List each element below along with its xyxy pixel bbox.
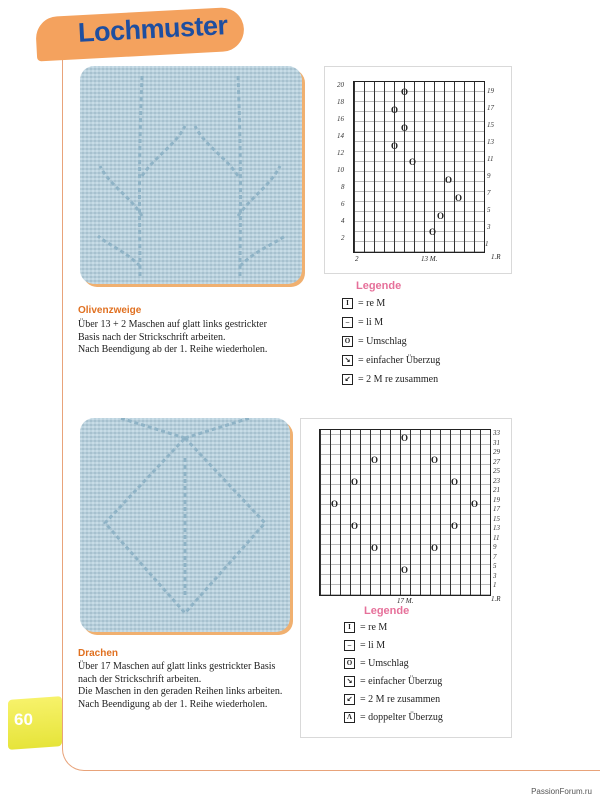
legend-item: – = li M — [344, 640, 385, 651]
chart-box-drachen: O O O O O O O O O O O O 33 31 29 27 25 23 21 19 17 15 13 11 9 7 5 3 1 17 M. 1.R — [300, 418, 512, 738]
chart-width-main: 17 M. — [397, 597, 414, 605]
legend-item: O = Umschlag — [342, 336, 407, 347]
knit-two-together-icon: ↙ — [342, 374, 353, 385]
legend-item: Λ = doppelter Überzug — [344, 712, 443, 723]
legend-item: ↙ = 2 M re zusammen — [342, 374, 438, 385]
purl-stitch-icon: – — [342, 317, 353, 328]
swatch-photo-drachen — [80, 418, 290, 632]
pattern-name: Drachen — [78, 648, 119, 659]
legend-item: O = Umschlag — [344, 658, 409, 669]
legend-item: ↘ = einfacher Überzug — [342, 355, 440, 366]
knit-two-together-icon: ↙ — [344, 694, 355, 705]
page-number: 60 — [14, 710, 33, 729]
pattern-instructions: Über 17 Maschen auf glatt links gestrickter Basis nach der Strickschrift arbeiten. Die Maschen in den geraden Reihen links arbeiten. Nach Beendigung ab der 1. Reihe wiederholen. — [78, 661, 283, 710]
swatch-photo-olivenzweige — [80, 66, 302, 284]
legend-heading: Legende — [356, 280, 402, 292]
diamond-motif-drawing — [80, 418, 290, 632]
page-title: Lochmuster — [77, 10, 229, 48]
chart-width-unit: 1.R — [491, 253, 501, 261]
legend-item: ↙ = 2 M re zusammen — [344, 694, 440, 705]
knit-stitch-icon: I — [342, 298, 353, 309]
leaf-motif-drawing — [80, 66, 302, 284]
watermark: PassionForum.ru — [531, 787, 592, 796]
slip-knit-pass-icon: ↘ — [342, 355, 353, 366]
chart-box-olivenzweige: O O O O O O O O O 20 18 16 14 12 10 8 6 4 2 19 17 15 13 11 9 7 5 3 1 2 13 M. 1.R — [324, 66, 512, 274]
pattern-name: Olivenzweige — [78, 305, 142, 316]
double-decrease-icon: Λ — [344, 712, 355, 723]
purl-stitch-icon: – — [344, 640, 355, 651]
yarn-over-icon: O — [344, 658, 355, 669]
chart-width-main: 13 M. — [421, 255, 438, 263]
legend-item: – = li M — [342, 317, 383, 328]
knit-stitch-icon: I — [344, 622, 355, 633]
chart-width-unit: 1.R — [491, 595, 501, 603]
legend-item: ↘ = einfacher Überzug — [344, 676, 442, 687]
legend-item: I = re M — [344, 622, 387, 633]
legend-item: I = re M — [342, 298, 385, 309]
legend-heading: Legende — [364, 605, 410, 617]
chart-width-left: 2 — [355, 255, 359, 263]
slip-knit-pass-icon: ↘ — [344, 676, 355, 687]
knitting-chart-grid — [353, 81, 485, 253]
yarn-over-icon: O — [342, 336, 353, 347]
pattern-instructions: Über 13 + 2 Maschen auf glatt links gestrickter Basis nach der Strickschrift arbeiten. Nach Beendigung ab der 1. Reihe wiederholen. — [78, 319, 268, 355]
